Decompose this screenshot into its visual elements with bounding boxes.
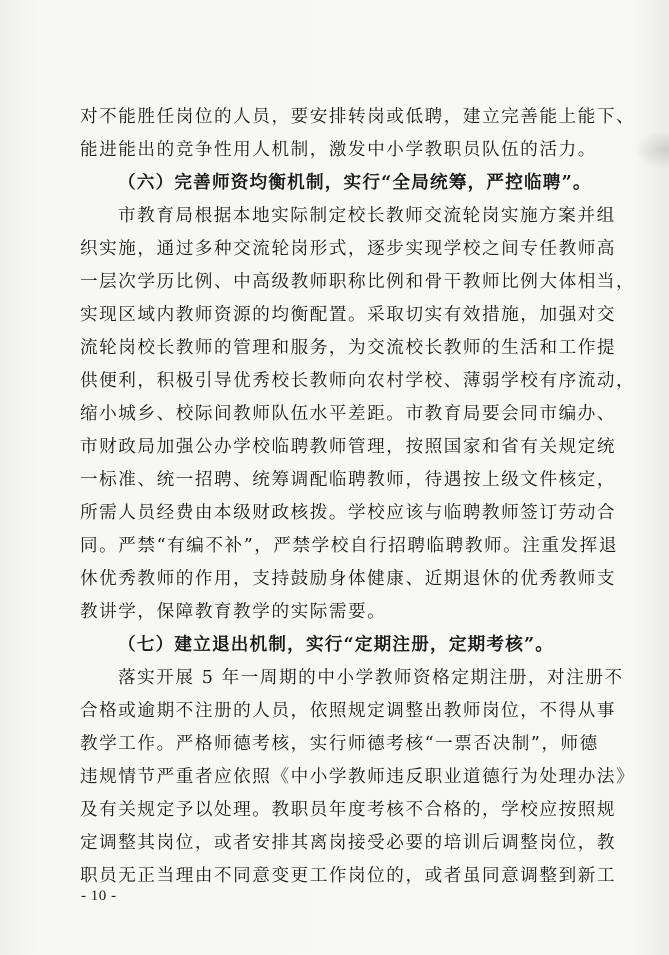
body-line: 实现区域内教师资源的均衡配置。采取切实有效措施，加强对交 (80, 305, 617, 325)
body-line: 一层次学历比例、中高级教师职称比例和骨干教师比例大体相当， (80, 272, 636, 292)
body-line: 供便利，积极引导优秀校长教师向农村学校、薄弱学校有序流动， (80, 371, 636, 391)
paragraph-first-line: 市教育局根据本地实际制定校长教师交流轮岗实施方案并组 (118, 206, 616, 226)
body-line: 定调整其岗位，或者安排其离岗接受必要的培训后调整岗位，教 (80, 833, 617, 853)
body-line: 违规情节严重者应依照《中小学教师违反职业道德行为处理办法》 (80, 767, 636, 787)
body-line: 能进能出的竞争性用人机制，激发中小学教职员队伍的活力。 (80, 140, 597, 160)
body-line: 织实施，通过多种交流轮岗形式，逐步实现学校之间专任教师高 (80, 239, 617, 259)
page-number: - 10 - (81, 888, 117, 904)
body-line: 教学工作。严格师德考核，实行师德考核“一票否决制”，师德 (80, 734, 599, 754)
body-line: 同。严禁“有编不补”，严禁学校自行招聘临聘教师。注重发挥退 (80, 536, 618, 556)
body-line: 及有关规定予以处理。教职员年度考核不合格的，学校应按照规 (80, 800, 617, 820)
body-line: 合格或逾期不注册的人员，依照规定调整出教师岗位，不得从事 (80, 701, 617, 721)
body-line: 市财政局加强公办学校临聘教师管理，按照国家和省有关规定统 (80, 437, 617, 457)
body-line: 流轮岗校长教师的管理和服务，为交流校长教师的生活和工作提 (80, 338, 617, 358)
body-line: 教讲学，保障教育教学的实际需要。 (80, 602, 387, 622)
body-line: 一标准、统一招聘、统筹调配临聘教师，待遇按上级文件核定， (80, 470, 617, 490)
body-line: 对不能胜任岗位的人员，要安排转岗或低聘，建立完善能上能下、 (80, 107, 636, 127)
section-heading-7: （七）建立退出机制，实行“定期注册，定期考核”。 (118, 634, 555, 655)
section-heading-6: （六）完善师资均衡机制，实行“全局统筹，严控临聘”。 (118, 172, 592, 193)
body-line: 休优秀教师的作用，支持鼓励身体健康、近期退休的优秀教师支 (80, 569, 617, 589)
scan-edge-mark (635, 130, 669, 170)
body-line: 所需人员经费由本级财政核拨。学校应该与临聘教师签订劳动合 (80, 503, 617, 523)
body-line: 缩小城乡、校际间教师队伍水平差距。市教育局要会同市编办、 (80, 404, 617, 424)
body-line: 职员无正当理由不同意变更工作岗位的，或者虽同意调整到新工 (80, 866, 617, 886)
paragraph-first-line: 落实开展 5 年一周期的中小学教师资格定期注册，对注册不 (118, 668, 624, 688)
